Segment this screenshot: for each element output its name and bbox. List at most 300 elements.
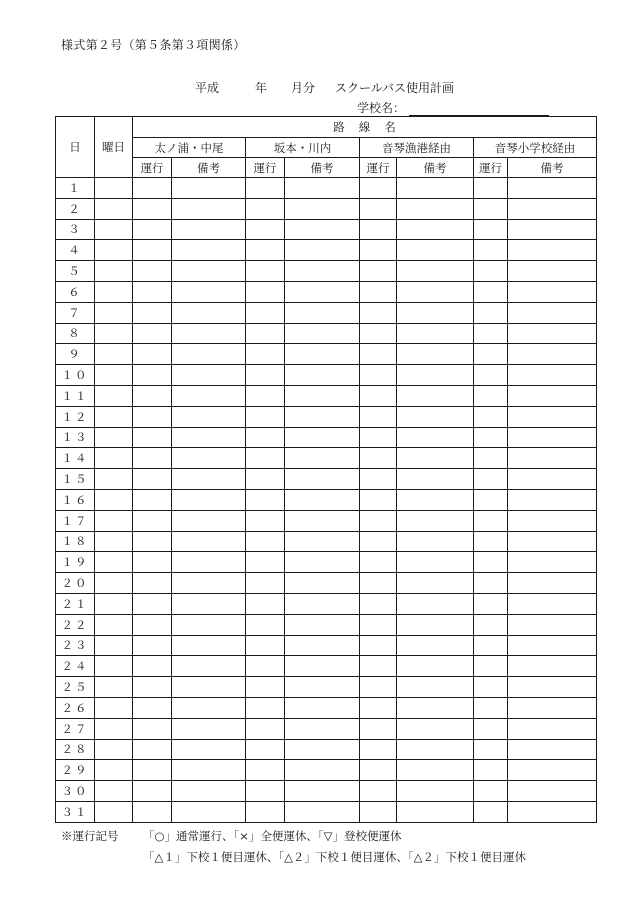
route-1-remarks-cell[interactable] [172, 656, 246, 677]
route-2-operate-cell[interactable] [246, 385, 285, 406]
weekday-cell[interactable] [95, 385, 133, 406]
route-1-remarks-cell[interactable] [172, 240, 246, 261]
route-2-operate-cell[interactable] [246, 614, 285, 635]
route-3-operate-cell[interactable] [360, 489, 397, 510]
route-1-operate-cell[interactable] [133, 697, 172, 718]
route-4-remarks-cell[interactable] [508, 510, 597, 531]
weekday-cell[interactable] [95, 240, 133, 261]
route-2-operate-cell[interactable] [246, 573, 285, 594]
route-1-operate-cell[interactable] [133, 531, 172, 552]
route-2-operate-cell[interactable] [246, 489, 285, 510]
route-1-operate-cell[interactable] [133, 198, 172, 219]
route-1-operate-cell[interactable] [133, 739, 172, 760]
route-1-remarks-cell[interactable] [172, 781, 246, 802]
route-4-remarks-cell[interactable] [508, 427, 597, 448]
route-1-operate-cell[interactable] [133, 510, 172, 531]
route-1-remarks-cell[interactable] [172, 281, 246, 302]
route-2-remarks-cell[interactable] [285, 448, 360, 469]
route-1-operate-cell[interactable] [133, 365, 172, 386]
route-4-operate-cell[interactable] [474, 635, 508, 656]
weekday-cell[interactable] [95, 281, 133, 302]
route-2-remarks-cell[interactable] [285, 406, 360, 427]
route-3-remarks-cell[interactable] [397, 635, 474, 656]
route-2-remarks-cell[interactable] [285, 635, 360, 656]
route-2-operate-cell[interactable] [246, 261, 285, 282]
route-1-remarks-cell[interactable] [172, 469, 246, 490]
route-2-remarks-cell[interactable] [285, 281, 360, 302]
route-3-remarks-cell[interactable] [397, 697, 474, 718]
day-number: １３ [56, 427, 95, 448]
route-3-remarks-cell[interactable] [397, 448, 474, 469]
route-3-remarks-cell[interactable] [397, 219, 474, 240]
route-4-operate-cell[interactable] [474, 510, 508, 531]
route-2-operate-cell[interactable] [246, 697, 285, 718]
route-3-operate-cell[interactable] [360, 614, 397, 635]
route-4-remarks-cell[interactable] [508, 406, 597, 427]
route-2-remarks-cell[interactable] [285, 198, 360, 219]
route-4-operate-cell[interactable] [474, 614, 508, 635]
route-4-operate-cell[interactable] [474, 365, 508, 386]
route-1-operate-cell[interactable] [133, 406, 172, 427]
route-3-operate-cell[interactable] [360, 344, 397, 365]
weekday-cell[interactable] [95, 261, 133, 282]
route-3-remarks-cell[interactable] [397, 801, 474, 822]
route-3-operate-cell[interactable] [360, 281, 397, 302]
route-3-operate-cell[interactable] [360, 448, 397, 469]
route-4-operate-cell[interactable] [474, 344, 508, 365]
route-1-remarks-cell[interactable] [172, 198, 246, 219]
route-3-operate-cell[interactable] [360, 365, 397, 386]
route-2-operate-cell[interactable] [246, 323, 285, 344]
route-4-remarks-cell[interactable] [508, 469, 597, 490]
route-3-remarks-cell[interactable] [397, 323, 474, 344]
route-3-remarks-cell[interactable] [397, 240, 474, 261]
route-4-operate-cell[interactable] [474, 760, 508, 781]
route-2-operate-cell[interactable] [246, 531, 285, 552]
route-1-remarks-cell[interactable] [172, 510, 246, 531]
route-4-remarks-cell[interactable] [508, 739, 597, 760]
route-4-operate-cell[interactable] [474, 781, 508, 802]
route-1-operate-cell[interactable] [133, 801, 172, 822]
weekday-cell[interactable] [95, 593, 133, 614]
route-3-remarks-cell[interactable] [397, 760, 474, 781]
table-row [56, 427, 597, 448]
route-4-operate-cell[interactable] [474, 593, 508, 614]
route-3-remarks-cell[interactable] [397, 427, 474, 448]
weekday-cell[interactable] [95, 219, 133, 240]
route-4-operate-cell[interactable] [474, 219, 508, 240]
weekday-cell[interactable] [95, 635, 133, 656]
route-2-operate-cell[interactable] [246, 344, 285, 365]
route-4-remarks-cell[interactable] [508, 801, 597, 822]
route-3-operate-cell[interactable] [360, 593, 397, 614]
route-4-operate-cell[interactable] [474, 302, 508, 323]
route-4-remarks-cell[interactable] [508, 656, 597, 677]
form-number: 様式第２号（第５条第３項関係） [61, 38, 246, 52]
route-1-operate-cell[interactable] [133, 302, 172, 323]
route-2-operate-cell[interactable] [246, 552, 285, 573]
route-1-remarks-cell[interactable] [172, 593, 246, 614]
route-3-operate-cell[interactable] [360, 510, 397, 531]
route-3-remarks-cell[interactable] [397, 178, 474, 199]
route-4-operate-cell[interactable] [474, 469, 508, 490]
route-2-remarks-cell[interactable] [285, 531, 360, 552]
route-3-operate-cell[interactable] [360, 198, 397, 219]
weekday-cell[interactable] [95, 427, 133, 448]
route-2-operate-cell[interactable] [246, 427, 285, 448]
route-3-remarks-cell[interactable] [397, 531, 474, 552]
route-1-remarks-cell[interactable] [172, 448, 246, 469]
route-1-operate-cell[interactable] [133, 635, 172, 656]
route-1-operate-cell[interactable] [133, 178, 172, 199]
weekday-cell[interactable] [95, 302, 133, 323]
route-1-remarks-cell[interactable] [172, 406, 246, 427]
route-2-operate-cell[interactable] [246, 510, 285, 531]
route-2-remarks-cell[interactable] [285, 697, 360, 718]
route-3-remarks-cell[interactable] [397, 656, 474, 677]
table-row [56, 198, 597, 219]
table-row [56, 635, 597, 656]
route-3-operate-cell[interactable] [360, 469, 397, 490]
route-1-operate-cell[interactable] [133, 593, 172, 614]
route-4-remarks-cell[interactable] [508, 344, 597, 365]
route-4-operate-cell[interactable] [474, 739, 508, 760]
route-3-remarks-cell[interactable] [397, 718, 474, 739]
route-4-remarks-cell[interactable] [508, 760, 597, 781]
route-1-operate-cell[interactable] [133, 573, 172, 594]
route-2-remarks-cell[interactable] [285, 593, 360, 614]
route-4-remarks-cell[interactable] [508, 489, 597, 510]
weekday-cell[interactable] [95, 323, 133, 344]
route-2-remarks-cell[interactable] [285, 614, 360, 635]
title-text: スクールバス使用計画 [335, 81, 454, 95]
route-4-remarks-cell[interactable] [508, 718, 597, 739]
route-2-remarks-cell[interactable] [285, 510, 360, 531]
route-1-operate-cell[interactable] [133, 219, 172, 240]
route-3-operate-cell[interactable] [360, 656, 397, 677]
route-4-remarks-cell[interactable] [508, 593, 597, 614]
route-3-remarks-cell[interactable] [397, 469, 474, 490]
route-2-operate-cell[interactable] [246, 448, 285, 469]
route-3-remarks-cell[interactable] [397, 261, 474, 282]
route-2-operate-cell[interactable] [246, 178, 285, 199]
route-4-remarks-cell[interactable] [508, 448, 597, 469]
route-3-operate-cell[interactable] [360, 697, 397, 718]
route-3-operate-cell[interactable] [360, 178, 397, 199]
route-4-remarks-cell[interactable] [508, 198, 597, 219]
route-2-remarks-cell[interactable] [285, 489, 360, 510]
route-3-remarks-cell[interactable] [397, 781, 474, 802]
route-3-operate-cell[interactable] [360, 219, 397, 240]
route-2-remarks-cell[interactable] [285, 302, 360, 323]
weekday-cell[interactable] [95, 448, 133, 469]
route-1-operate-cell[interactable] [133, 718, 172, 739]
table-row [56, 718, 597, 739]
route-3-operate-cell[interactable] [360, 781, 397, 802]
route-4-operate-cell[interactable] [474, 198, 508, 219]
route-3-remarks-cell[interactable] [397, 614, 474, 635]
route-1-remarks-cell[interactable] [172, 760, 246, 781]
route-3-operate-cell[interactable] [360, 718, 397, 739]
route-2-remarks-cell[interactable] [285, 323, 360, 344]
route-2-operate-cell[interactable] [246, 718, 285, 739]
route-4-operate-cell[interactable] [474, 531, 508, 552]
route-1-remarks-cell[interactable] [172, 697, 246, 718]
route-2-operate-cell[interactable] [246, 406, 285, 427]
route-4-remarks-cell[interactable] [508, 385, 597, 406]
route-1-remarks-cell[interactable] [172, 261, 246, 282]
route-1-operate-cell[interactable] [133, 448, 172, 469]
route-1-remarks-cell[interactable] [172, 531, 246, 552]
route-2-remarks-cell[interactable] [285, 219, 360, 240]
route-3-operate-cell[interactable] [360, 677, 397, 698]
route-2-remarks-cell[interactable] [285, 573, 360, 594]
route-4-operate-cell[interactable] [474, 323, 508, 344]
page-title [195, 79, 454, 96]
route-2-operate-cell[interactable] [246, 302, 285, 323]
route-4-remarks-cell[interactable] [508, 531, 597, 552]
route-4-remarks-cell[interactable] [508, 178, 597, 199]
route-4-operate-cell[interactable] [474, 427, 508, 448]
route-1-remarks-cell[interactable] [172, 323, 246, 344]
route-2-operate-cell[interactable] [246, 677, 285, 698]
route-1-remarks-cell[interactable] [172, 365, 246, 386]
route-2-remarks-cell[interactable] [285, 240, 360, 261]
route-1-remarks-cell[interactable] [172, 219, 246, 240]
table-row [56, 739, 597, 760]
route-4-operate-cell[interactable] [474, 801, 508, 822]
header-row-routes [56, 138, 597, 158]
route-1-operate-cell[interactable] [133, 261, 172, 282]
route-4-remarks-cell[interactable] [508, 219, 597, 240]
route-3-remarks-cell[interactable] [397, 385, 474, 406]
route-1-remarks-cell[interactable] [172, 427, 246, 448]
table-row [56, 573, 597, 594]
route-2-remarks-cell[interactable] [285, 656, 360, 677]
day-number: ２８ [56, 739, 95, 760]
route-2-operate-cell[interactable] [246, 198, 285, 219]
weekday-cell[interactable] [95, 718, 133, 739]
route-4-remarks-cell[interactable] [508, 573, 597, 594]
route-3-remarks-cell[interactable] [397, 593, 474, 614]
route-3-operate-cell[interactable] [360, 302, 397, 323]
route-4-operate-cell[interactable] [474, 552, 508, 573]
route-2-remarks-cell[interactable] [285, 552, 360, 573]
header-row-subcolumns [56, 158, 597, 178]
weekday-cell[interactable] [95, 739, 133, 760]
route-3-operate-cell[interactable] [360, 261, 397, 282]
route-1-operate-cell[interactable] [133, 240, 172, 261]
route-2-remarks-cell[interactable] [285, 365, 360, 386]
route-1-operate-cell[interactable] [133, 656, 172, 677]
route-4-remarks-cell[interactable] [508, 302, 597, 323]
route-2-operate-cell[interactable] [246, 739, 285, 760]
route-4-operate-cell[interactable] [474, 281, 508, 302]
weekday-cell[interactable] [95, 677, 133, 698]
route-4-remarks-cell[interactable] [508, 614, 597, 635]
route-4-remarks-header: 備考 [508, 158, 597, 178]
route-3-operate-cell[interactable] [360, 427, 397, 448]
route-3-remarks-cell[interactable] [397, 510, 474, 531]
route-1-remarks-cell[interactable] [172, 573, 246, 594]
weekday-cell[interactable] [95, 510, 133, 531]
route-4-remarks-cell[interactable] [508, 323, 597, 344]
route-3-remarks-cell[interactable] [397, 489, 474, 510]
route-2-remarks-cell[interactable] [285, 261, 360, 282]
route-4-remarks-cell[interactable] [508, 635, 597, 656]
route-2-operate-cell[interactable] [246, 365, 285, 386]
route-2-remarks-cell[interactable] [285, 718, 360, 739]
route-4-operate-cell[interactable] [474, 261, 508, 282]
route-2-remarks-cell[interactable] [285, 178, 360, 199]
route-2-remarks-cell[interactable] [285, 677, 360, 698]
route-2-operate-cell[interactable] [246, 469, 285, 490]
route-1-operate-cell[interactable] [133, 552, 172, 573]
route-4-operate-cell[interactable] [474, 697, 508, 718]
route-3-operate-cell[interactable] [360, 552, 397, 573]
route-1-operate-cell[interactable] [133, 344, 172, 365]
route-4-operate-cell[interactable] [474, 718, 508, 739]
weekday-cell[interactable] [95, 697, 133, 718]
route-2-operate-cell[interactable] [246, 240, 285, 261]
weekday-cell[interactable] [95, 656, 133, 677]
route-2-operate-cell[interactable] [246, 656, 285, 677]
route-2-operate-cell[interactable] [246, 281, 285, 302]
route-3-remarks-cell[interactable] [397, 281, 474, 302]
weekday-cell[interactable] [95, 365, 133, 386]
route-2-operate-cell[interactable] [246, 635, 285, 656]
weekday-cell[interactable] [95, 614, 133, 635]
weekday-cell[interactable] [95, 781, 133, 802]
day-number: １８ [56, 531, 95, 552]
weekday-cell[interactable] [95, 531, 133, 552]
route-2-operate-cell[interactable] [246, 593, 285, 614]
route-4-operate-cell[interactable] [474, 385, 508, 406]
notes-line-2: 「△１」下校１便目運休、「△２」下校１便目運休、「△２」下校１便目運休 [143, 850, 527, 864]
route-4-operate-cell[interactable] [474, 406, 508, 427]
school-name-field[interactable] [409, 104, 549, 116]
route-2-remarks-cell[interactable] [285, 781, 360, 802]
route-3-operate-cell[interactable] [360, 635, 397, 656]
weekday-cell[interactable] [95, 801, 133, 822]
route-1-remarks-cell[interactable] [172, 801, 246, 822]
route-1-remarks-cell[interactable] [172, 635, 246, 656]
day-number: ２９ [56, 760, 95, 781]
route-4-remarks-cell[interactable] [508, 552, 597, 573]
route-3-operate-cell[interactable] [360, 385, 397, 406]
route-1-remarks-cell[interactable] [172, 552, 246, 573]
route-2-remarks-cell[interactable] [285, 344, 360, 365]
route-4-remarks-cell[interactable] [508, 261, 597, 282]
route-2-operate-cell[interactable] [246, 219, 285, 240]
weekday-cell[interactable] [95, 406, 133, 427]
route-2-remarks-cell[interactable] [285, 385, 360, 406]
route-1-remarks-cell[interactable] [172, 489, 246, 510]
route-3-remarks-cell[interactable] [397, 365, 474, 386]
route-1-operate-cell[interactable] [133, 760, 172, 781]
route-3-remarks-cell[interactable] [397, 573, 474, 594]
route-4-operate-cell[interactable] [474, 573, 508, 594]
route-2-remarks-cell[interactable] [285, 801, 360, 822]
route-2-operate-cell[interactable] [246, 760, 285, 781]
route-1-remarks-cell[interactable] [172, 718, 246, 739]
weekday-cell[interactable] [95, 469, 133, 490]
route-4-operate-cell[interactable] [474, 656, 508, 677]
route-1-operate-cell[interactable] [133, 489, 172, 510]
route-3-remarks-cell[interactable] [397, 198, 474, 219]
route-4-remarks-cell[interactable] [508, 365, 597, 386]
route-3-remarks-cell[interactable] [397, 302, 474, 323]
route-4-operate-cell[interactable] [474, 489, 508, 510]
route-4-remarks-cell[interactable] [508, 677, 597, 698]
route-3-operate-cell[interactable] [360, 406, 397, 427]
route-1-operate-cell[interactable] [133, 385, 172, 406]
route-1-operate-cell[interactable] [133, 469, 172, 490]
route-1-remarks-cell[interactable] [172, 302, 246, 323]
route-2-remarks-cell[interactable] [285, 739, 360, 760]
route-1-remarks-cell[interactable] [172, 739, 246, 760]
route-3-operate-cell[interactable] [360, 760, 397, 781]
route-2-operate-cell[interactable] [246, 781, 285, 802]
weekday-cell[interactable] [95, 344, 133, 365]
route-1-operate-cell[interactable] [133, 677, 172, 698]
route-4-operate-cell[interactable] [474, 240, 508, 261]
route-1-remarks-cell[interactable] [172, 344, 246, 365]
route-1-operate-cell[interactable] [133, 781, 172, 802]
route-3-operate-cell[interactable] [360, 573, 397, 594]
route-2-operate-cell[interactable] [246, 801, 285, 822]
route-3-remarks-cell[interactable] [397, 677, 474, 698]
route-4-remarks-cell[interactable] [508, 781, 597, 802]
day-number: ２４ [56, 656, 95, 677]
route-2-remarks-cell[interactable] [285, 760, 360, 781]
route-1-remarks-cell[interactable] [172, 614, 246, 635]
route-3-operate-cell[interactable] [360, 739, 397, 760]
route-1-remarks-cell[interactable] [172, 385, 246, 406]
route-1-operate-cell[interactable] [133, 323, 172, 344]
weekday-cell[interactable] [95, 489, 133, 510]
route-2-remarks-cell[interactable] [285, 469, 360, 490]
route-3-remarks-cell[interactable] [397, 406, 474, 427]
weekday-cell[interactable] [95, 178, 133, 199]
route-3-remarks-cell[interactable] [397, 739, 474, 760]
route-1-remarks-cell[interactable] [172, 677, 246, 698]
notes-label: ※運行記号 [61, 829, 119, 843]
route-4-remarks-cell[interactable] [508, 240, 597, 261]
weekday-cell[interactable] [95, 552, 133, 573]
route-3-remarks-cell[interactable] [397, 552, 474, 573]
route-3-operate-cell[interactable] [360, 240, 397, 261]
route-2-remarks-cell[interactable] [285, 427, 360, 448]
route-3-operate-cell[interactable] [360, 323, 397, 344]
weekday-cell[interactable] [95, 198, 133, 219]
route-3-operate-cell[interactable] [360, 531, 397, 552]
route-1-operate-cell[interactable] [133, 614, 172, 635]
route-4-operate-cell[interactable] [474, 178, 508, 199]
route-3-remarks-cell[interactable] [397, 344, 474, 365]
route-4-operate-cell[interactable] [474, 448, 508, 469]
weekday-cell[interactable] [95, 760, 133, 781]
route-1-remarks-cell[interactable] [172, 178, 246, 199]
route-4-remarks-cell[interactable] [508, 281, 597, 302]
route-4-operate-cell[interactable] [474, 677, 508, 698]
route-4-remarks-cell[interactable] [508, 697, 597, 718]
route-1-operate-cell[interactable] [133, 281, 172, 302]
weekday-cell[interactable] [95, 573, 133, 594]
route-3-operate-cell[interactable] [360, 801, 397, 822]
day-number: ６ [56, 281, 95, 302]
route-1-operate-cell[interactable] [133, 427, 172, 448]
